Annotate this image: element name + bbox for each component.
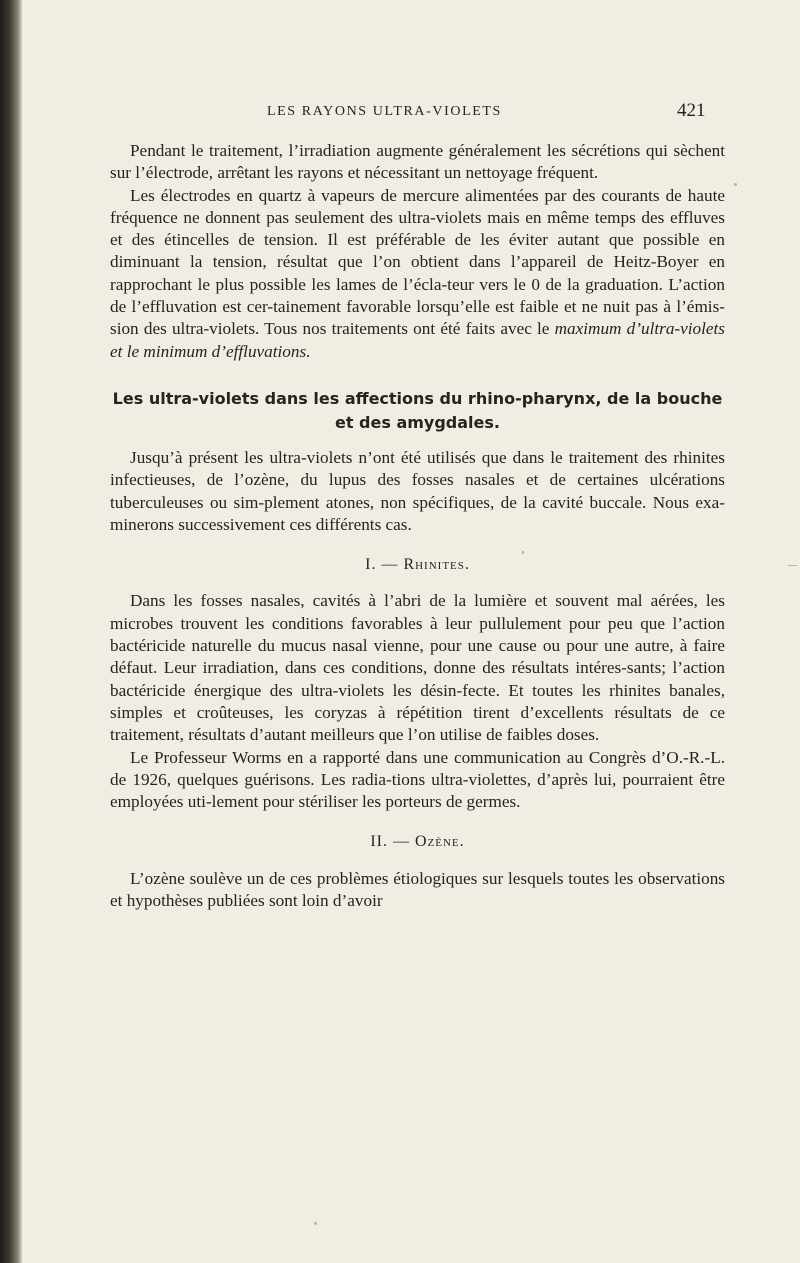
emphasis-maximum-minimum: maximum d’ultra-violets et le minimum d’effluvations.: [110, 319, 725, 361]
paragraph-electrodes: [110, 185, 725, 363]
book-binding-shadow: [0, 0, 22, 1263]
page-number: 421: [677, 100, 706, 121]
heading-rhinites-title: Rhinites.: [403, 556, 470, 574]
paragraph-fosses-nasales: Dans les fosses nasales, cavités à l’abri de la lumière et souvent mal aérées, les microbes trouvent les conditions favorables à leur pullulement pour peu que l’action bactéricide naturelle du mucus nasal vienne, pour une cause ou pour une autre, à faire défaut. Leur irradiation, dans ces conditions, donne des résultats intéres-sants; l’action bactéricide énergique des ultra-violets les désin-fecte. Et toutes les rhinites banales, simples et croûteuses, les coryzas à répétition tirent d’excellents résultats de ce traitement, résultats d’autant meilleurs que l’on utilise de faibles doses.: [110, 591, 725, 745]
paper-speck: [788, 565, 797, 566]
paper-speck: [734, 183, 737, 186]
paragraph-ozene: L’ozène soulève un de ces problèmes étiologiques sur lesquels toutes les observations et hypothèses publiées sont loin d’avoir: [110, 868, 725, 911]
heading-rhinites-number: I. —: [365, 556, 399, 574]
heading-ozene-number: II. —: [370, 833, 410, 851]
book-page: [22, 0, 800, 1263]
paragraph-electrodes-text: Les électrodes en quartz à vapeurs de mercure alimentées par des courants de haute fréquence ne donnent pas seulement des ultra-violets mais en même temps des effluves et des étincelles de tension. Il est préférable de les éviter autant que possible en diminuant la tension, résultat que l’on obtient dans l’appareil de Heitz-Boyer en rapprochant le plus possible les lames de l’écla-teur vers le 0 de la graduation. L’action de l’effluvation est cer-tainement favorable lorsqu’elle est faible et ne nuit pas à l’émis-sion des ultra-violets. Tous nos traitements ont été faits avec le: [110, 185, 725, 339]
section-title: Les ultra-violets dans les affections du rhino-pharynx, de la bouche et des amygdales.: [112, 388, 723, 432]
heading-ozene-title: Ozène.: [415, 833, 465, 851]
running-head: LES RAYONS ULTRA-VIOLETS: [267, 104, 502, 119]
paper-speck: [522, 551, 524, 554]
heading-ozene: [110, 831, 725, 853]
paper-speck: [314, 1222, 317, 1225]
page-header: [22, 100, 800, 130]
paragraph-jusqu-a-present: Jusqu’à présent les ultra-violets n’ont été utilisés que dans le traitement des rhinites infectieuses, de l’ozène, du lupus des fosses nasales et de certaines ulcérations tuberculeuses ou sim-plement atones, non spécifiques, de la cavité buccale. Nous exa-minerons successivement ces différents cas.: [110, 447, 725, 534]
body-text: [110, 140, 725, 912]
paragraph-worms: Le Professeur Worms en a rapporté dans une communication au Congrès d’O.-R.-L. de 1926, quelques guérisons. Les radia-tions ultra-violettes, d’après lui, pourraient être employées uti-lement pour stériliser les porteurs de germes.: [110, 747, 725, 812]
paragraph-irradiation: Pendant le traitement, l’irradiation augmente généralement les sécrétions qui sèchent sur l’électrode, arrêtant les rayons et nécessitant un nettoyage fréquent.: [110, 141, 725, 183]
heading-rhinites: [110, 554, 725, 576]
